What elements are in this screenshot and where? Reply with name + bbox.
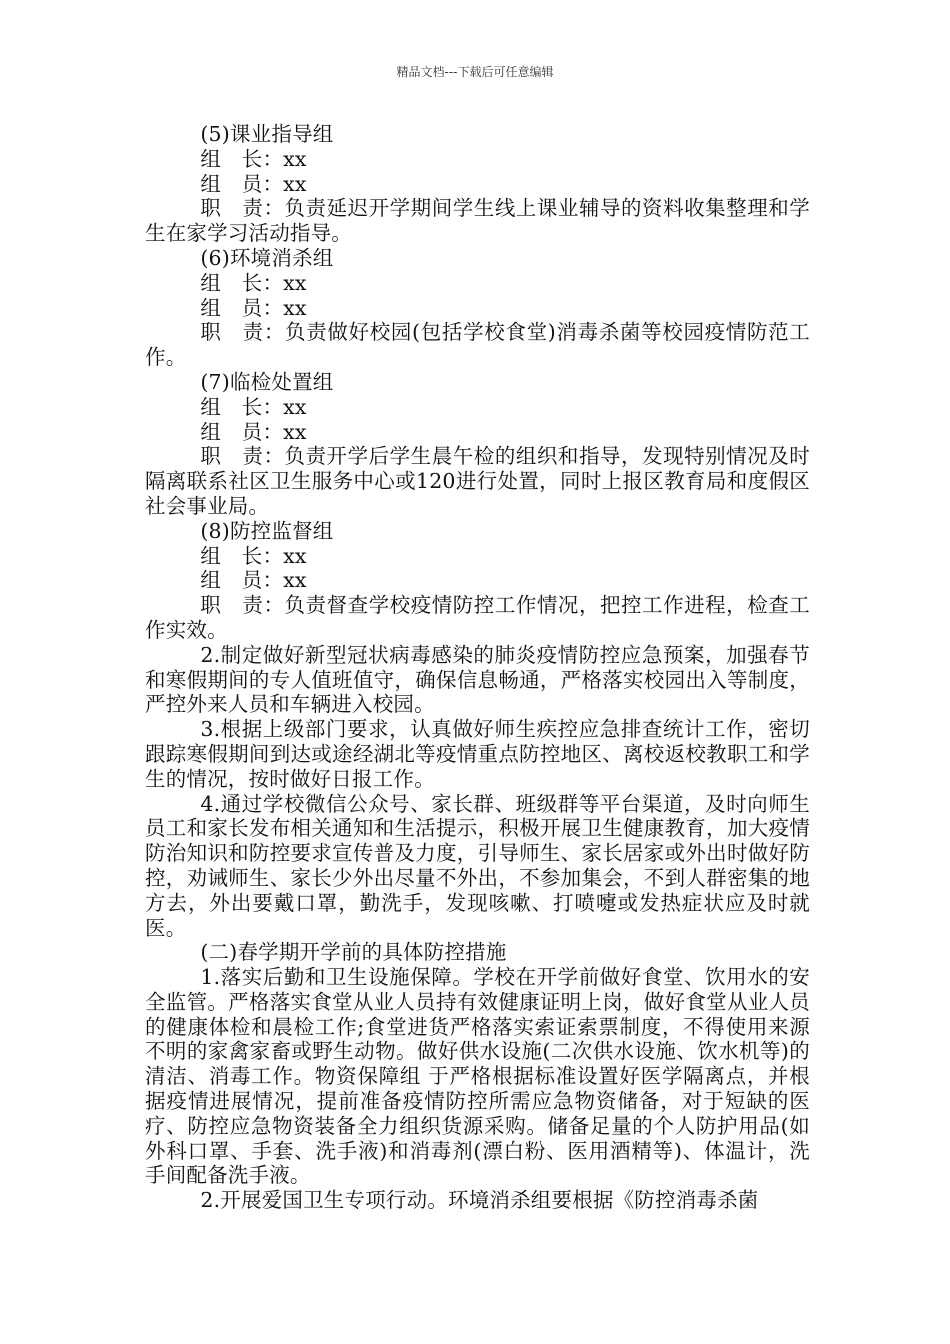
duty-paragraph-6: 职 责：负责做好校园(包括学校食堂)消毒杀菌等校园疫情防范工作。 <box>145 320 810 370</box>
measure-paragraph-4: 4.通过学校微信公众号、家长群、班级群等平台渠道，及时向师生员工和家长发布相关通知和生活提示，积极开展卫生健康教育，加大疫情防治知识和防控要求宣传普及力度，引导师生、家长居家或外出时做好防控，劝诫师生、家长少外出尽量不外出，不参加集会，不到人群密集的地方去，外出要戴口罩，勤洗手，发现咳嗽、打喷嚏或发热症状应及时就医。 <box>145 791 810 940</box>
measure-paragraph-2: 2.制定做好新型冠状病毒感染的肺炎疫情防控应急预案，加强春节和寒假期间的专人值班值守，确保信息畅通，严格落实校园出入等制度，严控外来人员和车辆进入校园。 <box>145 642 810 717</box>
subgroup-heading-8: (8)防控监督组 <box>200 518 334 543</box>
measure-paragraph-2-sanitation: 2.开展爱国卫生专项行动。环境消杀组要根据《防控消毒杀菌 <box>200 1188 759 1213</box>
duty-paragraph-8: 职 责：负责督查学校疫情防控工作情况，把控工作进程，检查工作实效。 <box>145 593 810 642</box>
leader-line-8: 组 长：xx <box>200 543 307 568</box>
page-header: 精品文档---下载后可任意编辑 <box>396 65 554 79</box>
measure-paragraph-3: 3.根据上级部门要求，认真做好师生疾控应急排查统计工作，密切跟踪寒假期间到达或途经湖北等疫情重点防控地区、离校返校教职工和学生的情况，按时做好日报工作。 <box>145 717 810 791</box>
member-line-7: 组 员：xx <box>200 419 307 444</box>
member-line-6: 组 员：xx <box>200 295 307 320</box>
section-heading-2: (二)春学期开学前的具体防控措施 <box>200 940 507 965</box>
duty-paragraph-7: 职 责：负责开学后学生晨午检的组织和指导，发现特别情况及时隔离联系社区卫生服务中心或120进行处置，同时上报区教育局和度假区社会事业局。 <box>145 444 810 518</box>
subgroup-heading-5: (5)课业指导组 <box>200 122 334 146</box>
subgroup-heading-6: (6)环境消杀组 <box>200 245 334 270</box>
leader-line-6: 组 长：xx <box>200 270 307 295</box>
member-line-8: 组 员：xx <box>200 568 307 593</box>
duty-paragraph-5: 职 责：负责延迟开学期间学生线上课业辅导的资料收集整理和学生在家学习活动指导。 <box>145 196 810 246</box>
leader-line-5: 组 长：xx <box>200 146 307 171</box>
member-line-5: 组 员：xx <box>200 171 307 196</box>
measure-paragraph-1-logistics: 1.落实后勤和卫生设施保障。学校在开学前做好食堂、饮用水的安全监管。严格落实食堂从业人员持有效健康证明上岗，做好食堂从业人员的健康体检和晨检工作;食堂进货严格落实索证索票制度，不得使用来源不明的家禽家畜或野生动物。做好供水设施(二次供水设施、饮水机等)的清洁、消毒工作。物资保障组 于严格根据标准设置好医学隔离点，并根据疫情进展情况，提前准备疫情防控所需应急物资储备，对于短缺的医疗、防控应急物资装备全力组织货源采购。储备足量的个人防护用品(如外科口罩、手套、洗手液)和消毒剂(漂白粉、医用酒精等)、体温计，洗手间配备洗手液。 <box>145 965 810 1188</box>
document-body <box>145 122 810 1213</box>
subgroup-heading-7: (7)临检处置组 <box>200 369 334 394</box>
leader-line-7: 组 长：xx <box>200 394 307 419</box>
